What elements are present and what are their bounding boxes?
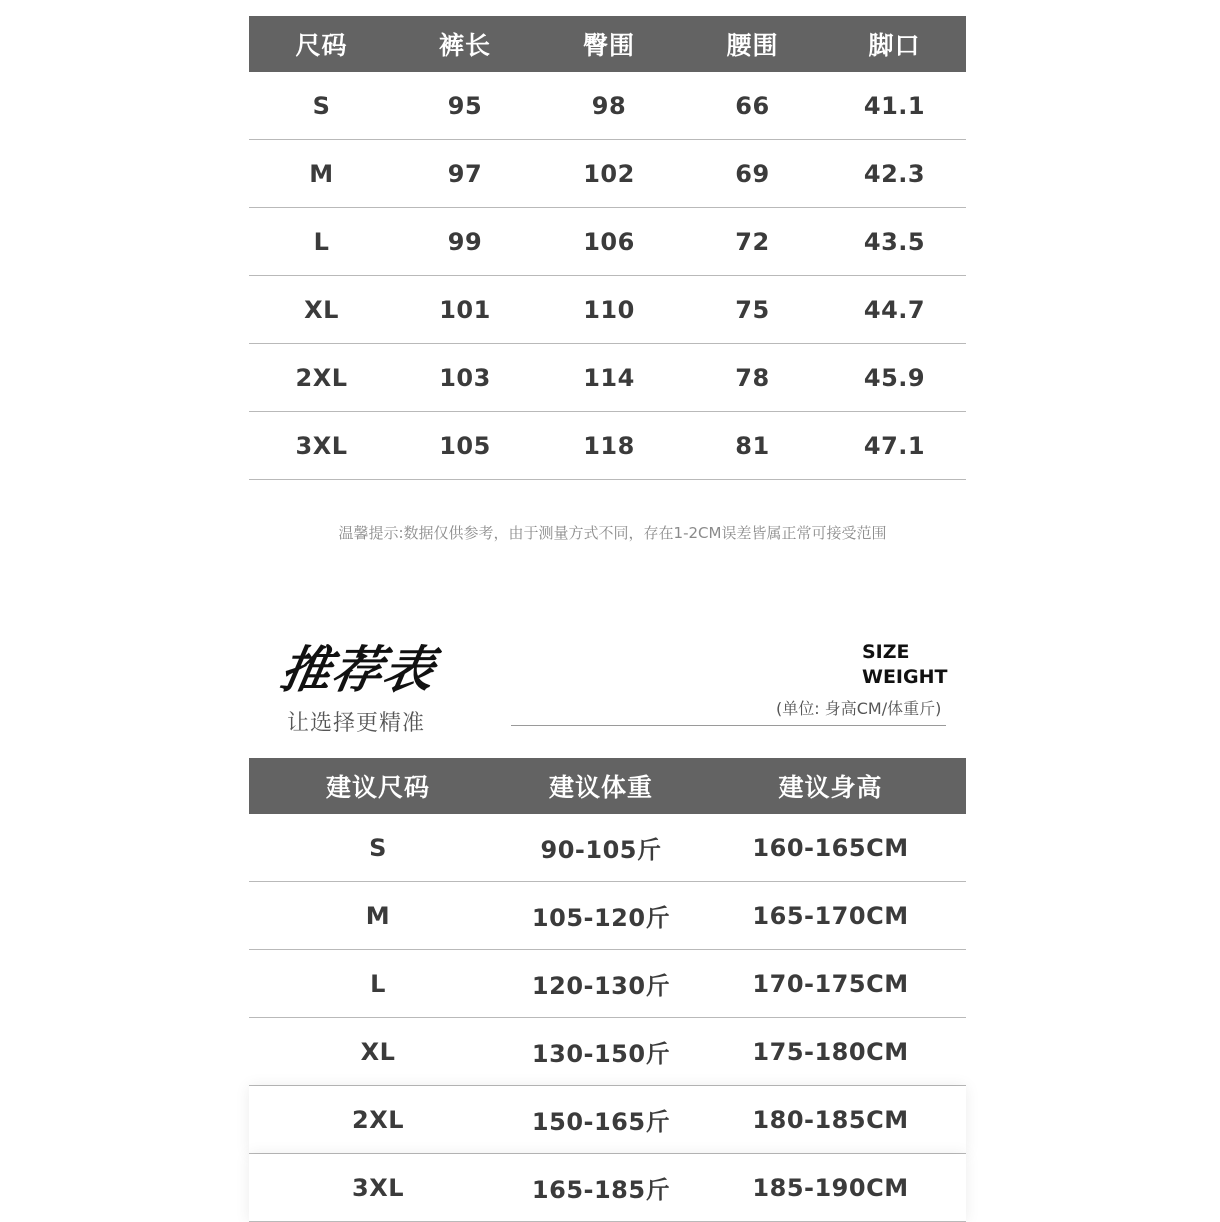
- cell-hip: 118: [583, 431, 635, 460]
- cell-height: 175-180CM: [752, 1037, 909, 1066]
- cell-size: L: [370, 969, 386, 998]
- cell-waist: 75: [735, 295, 770, 324]
- cell-size: 3XL: [295, 431, 348, 460]
- cell-size: M: [309, 159, 334, 188]
- cell-weight: 130-150斤: [531, 1040, 671, 1068]
- table-row: [249, 276, 966, 344]
- unit-note: (单位: 身高CM/体重斤): [776, 699, 942, 718]
- cell-pants-length: 99: [447, 227, 483, 256]
- cell-size: S: [369, 833, 387, 862]
- cell-height: 165-170CM: [752, 901, 909, 930]
- cell-height: 180-185CM: [752, 1105, 909, 1134]
- cell-hip: 98: [591, 91, 627, 120]
- cell-weight: 90-105斤: [540, 836, 662, 864]
- cell-size: XL: [360, 1037, 396, 1066]
- cell-hip: 106: [583, 227, 635, 256]
- cell-leg-opening: 41.1: [863, 91, 926, 120]
- cell-size: 2XL: [295, 363, 348, 392]
- table-row: [249, 208, 966, 276]
- table-row: [249, 412, 966, 480]
- cell-size: M: [365, 901, 391, 930]
- weight-label: WEIGHT: [862, 666, 948, 688]
- cell-height: 170-175CM: [752, 969, 909, 998]
- header-size: 尺码: [295, 31, 348, 60]
- size-chart-header: [249, 16, 966, 72]
- table-row: [249, 1018, 966, 1086]
- table-row: [249, 72, 966, 140]
- cell-leg-opening: 44.7: [863, 295, 926, 324]
- cell-hip: 110: [583, 295, 635, 324]
- recommend-table: [249, 758, 966, 1222]
- cell-leg-opening: 42.3: [863, 159, 926, 188]
- cell-size: L: [313, 227, 330, 256]
- table-row: [249, 814, 966, 882]
- recommend-header: [249, 758, 966, 814]
- cell-waist: 78: [735, 363, 770, 392]
- cell-waist: 66: [735, 91, 770, 120]
- table-row: [249, 882, 966, 950]
- cell-pants-length: 105: [439, 431, 491, 460]
- cell-weight: 105-120斤: [531, 904, 671, 932]
- header-recommended-height: 建议身高: [778, 773, 883, 802]
- cell-size: XL: [304, 295, 339, 324]
- cell-weight: 165-185斤: [531, 1176, 671, 1204]
- header-leg-opening: 脚口: [868, 31, 921, 60]
- table-row: [249, 1154, 966, 1222]
- header-hip: 臀围: [582, 31, 635, 60]
- size-chart-table: [249, 16, 966, 480]
- cell-hip: 114: [583, 363, 635, 392]
- size-label: SIZE: [862, 641, 910, 663]
- cell-waist: 81: [735, 431, 770, 460]
- header-waist: 腰围: [726, 31, 779, 60]
- measurement-tip: 温馨提示:数据仅供参考，由于测量方式不同，存在1-2CM误差皆属正常可接受范围: [338, 524, 887, 542]
- cell-leg-opening: 45.9: [863, 363, 926, 392]
- table-row: [249, 344, 966, 412]
- cell-hip: 102: [583, 159, 635, 188]
- table-row: [249, 140, 966, 208]
- cell-size: S: [312, 91, 331, 120]
- cell-leg-opening: 43.5: [863, 227, 926, 256]
- cell-weight: 150-165斤: [531, 1108, 671, 1136]
- recommend-subtitle: 让选择更精准: [287, 711, 426, 736]
- cell-pants-length: 103: [439, 363, 491, 392]
- table-row: [249, 950, 966, 1018]
- header-pants-length: 裤长: [438, 31, 491, 60]
- cell-pants-length: 101: [439, 295, 491, 324]
- cell-height: 185-190CM: [752, 1173, 909, 1202]
- cell-leg-opening: 47.1: [863, 431, 926, 460]
- table-row: [249, 1086, 966, 1154]
- cell-pants-length: 97: [447, 159, 483, 188]
- cell-height: 160-165CM: [752, 833, 909, 862]
- cell-weight: 120-130斤: [531, 972, 671, 1000]
- header-recommended-weight: 建议体重: [548, 773, 653, 802]
- cell-waist: 69: [735, 159, 770, 188]
- recommend-title: 推荐表: [276, 641, 440, 699]
- cell-size: 2XL: [352, 1105, 404, 1134]
- divider: [511, 725, 946, 726]
- cell-pants-length: 95: [447, 91, 483, 120]
- cell-size: 3XL: [352, 1173, 404, 1202]
- header-recommended-size: 建议尺码: [325, 773, 430, 802]
- cell-waist: 72: [735, 227, 770, 256]
